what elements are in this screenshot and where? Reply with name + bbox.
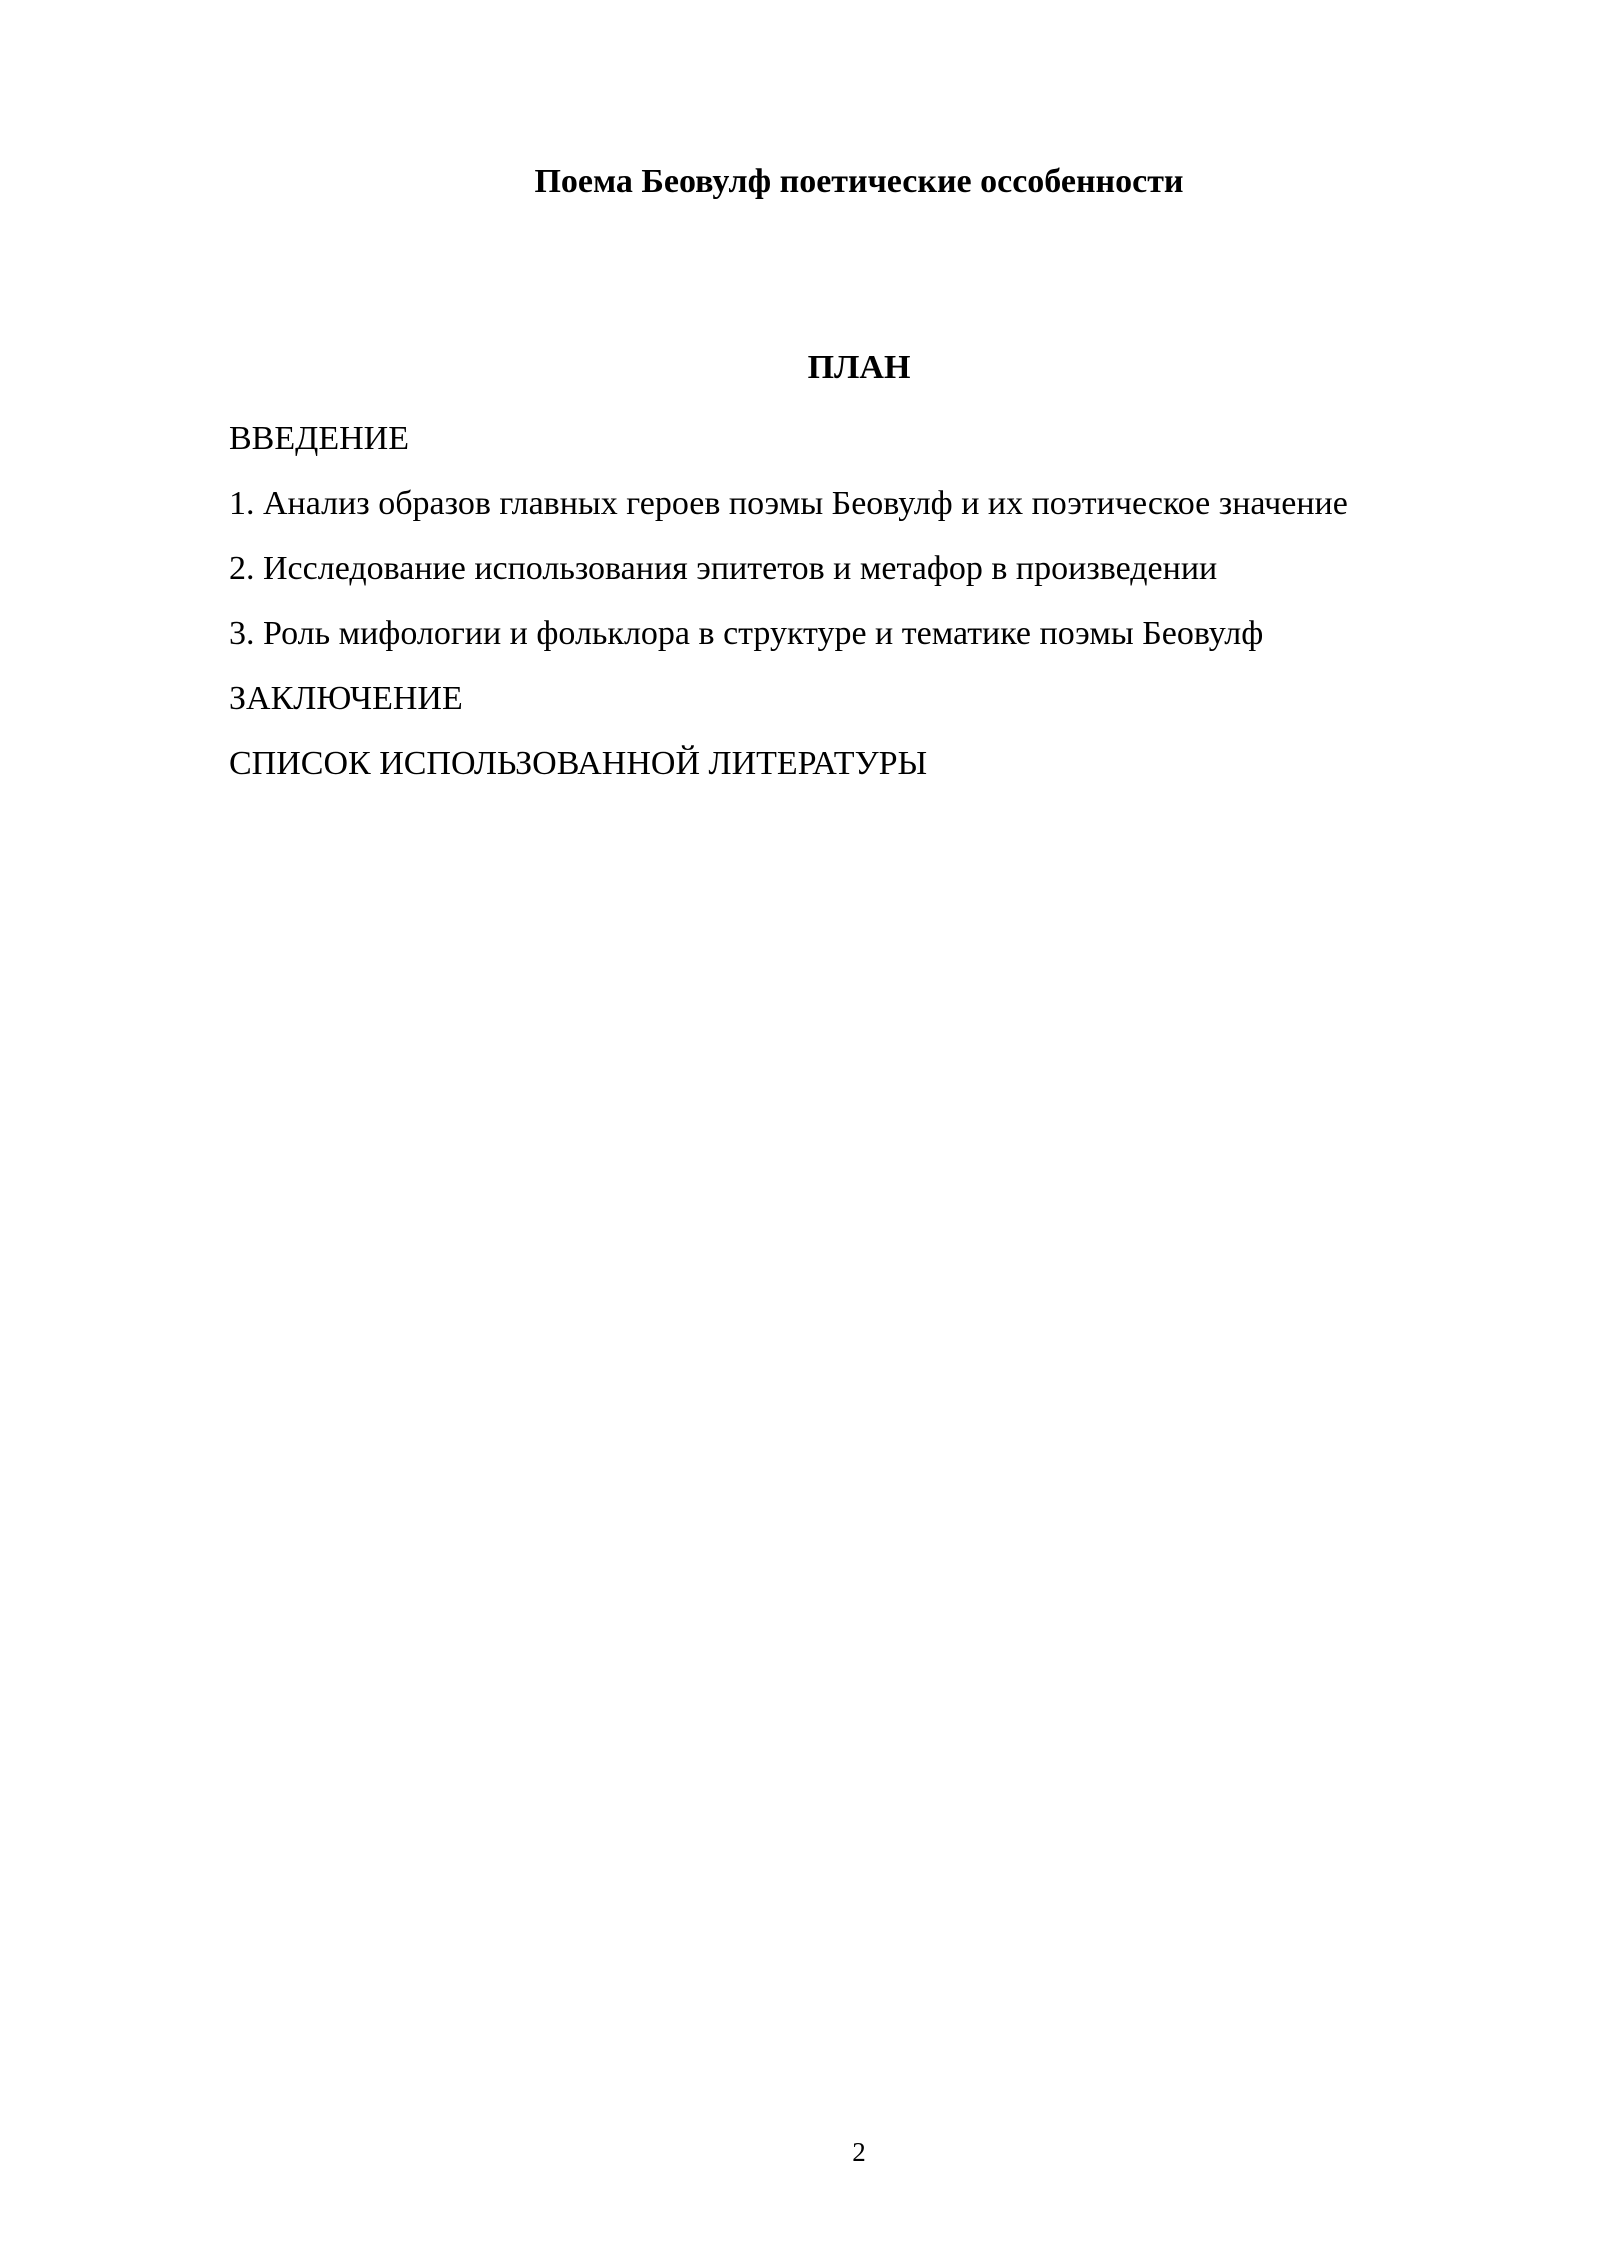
plan-item-2: 2. Исследование использования эпитетов и метафор в произведении xyxy=(229,550,1218,587)
plan-item-conclusion: ЗАКЛЮЧЕНИЕ xyxy=(229,680,463,717)
plan-item-3: 3. Роль мифологии и фольклора в структуре и тематике поэмы Беовулф xyxy=(229,615,1264,652)
plan-item-1: 1. Анализ образов главных героев поэмы Беовулф и их поэтическое значение xyxy=(229,485,1348,522)
document-title: Поема Беовулф поетические оссобенности xyxy=(534,163,1184,200)
plan-item-introduction: ВВЕДЕНИЕ xyxy=(229,420,409,457)
plan-heading: ПЛАН xyxy=(807,349,911,386)
page-number: 2 xyxy=(852,2137,866,2167)
plan-item-bibliography: СПИСОК ИСПОЛЬЗОВАННОЙ ЛИТЕРАТУРЫ xyxy=(229,745,928,782)
plan-list xyxy=(229,417,1348,807)
